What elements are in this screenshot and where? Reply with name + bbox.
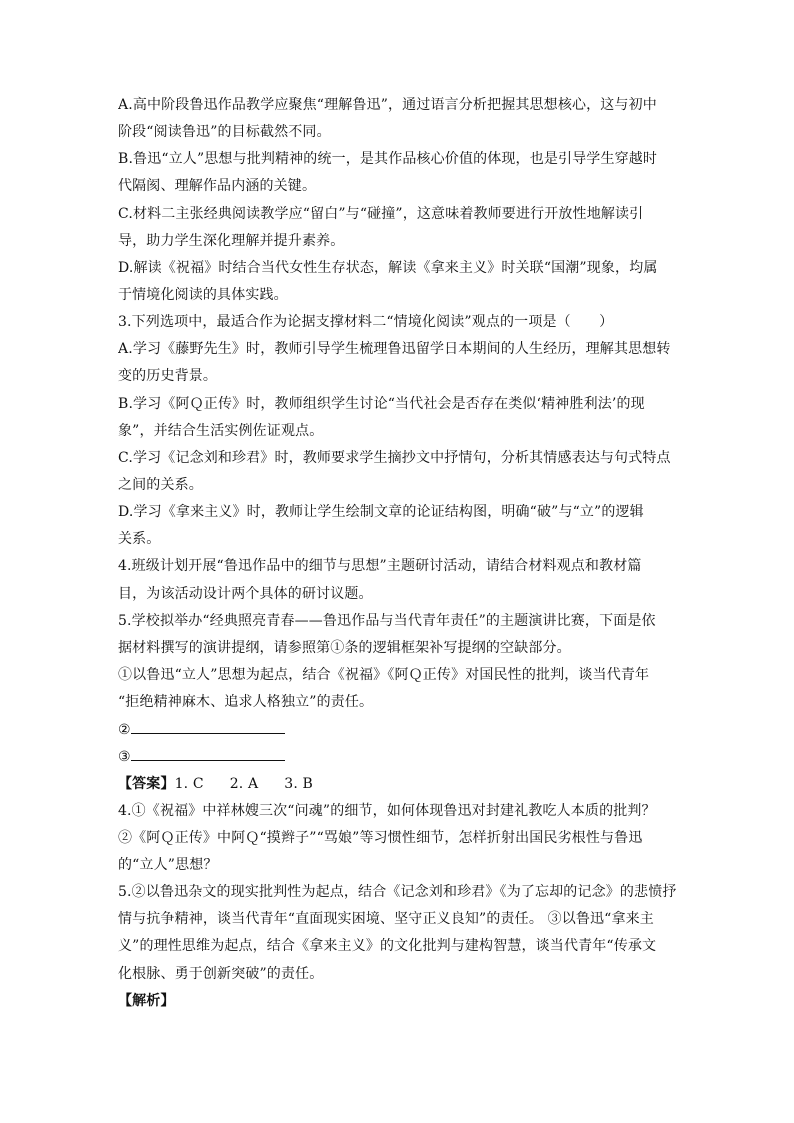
answer-line bbox=[118, 771, 678, 798]
answer-4-line-3: 的“立人”思想？ bbox=[118, 856, 218, 873]
fill-in-blank-3 bbox=[131, 743, 285, 761]
q3-option-a-line-1: A.学习《藤野先生》时，教师引导学生梳理鲁迅留学日本期间的人生经历，理解其思想转 bbox=[118, 341, 671, 358]
q3-option-c-line-2: 之间的关系。 bbox=[118, 476, 203, 493]
option-b-line-1: B.鲁迅“立人”思想与批判精神的统一，是其作品核心价值的体现，也是引导学生穿越时 bbox=[118, 151, 658, 168]
question-5-line-1: 5.学校拟举办“经典照亮青春——鲁迅作品与当代青年责任”的主题演讲比赛，下面是依 bbox=[118, 612, 656, 629]
q3-option-d-line-1: D.学习《拿来主义》时，教师让学生绘制文章的论证结构图，明确“破”与“立”的逻辑 bbox=[118, 504, 644, 521]
q3-option-c-line-1: C.学习《记念刘和珍君》时，教师要求学生摘抄文中抒情句，分析其情感表达与句式特点 bbox=[118, 449, 671, 466]
option-d-line-1: D.解读《祝福》时结合当代女性生存状态，解读《拿来主义》时关联“国潮”现象，均属 bbox=[118, 259, 658, 276]
option-a-line-1: A.高中阶段鲁迅作品教学应聚焦“理解鲁迅”，通过语言分析把握其思想核心，这与初中 bbox=[118, 97, 657, 113]
answer-5-line-2: 情与抗争精神，谈当代青年“直面现实困境、坚守正义良知”的责任。 ③以鲁迅“拿来主 bbox=[118, 911, 654, 928]
outline-item-2-blank bbox=[118, 716, 678, 743]
outline-item-1-line-2: “拒绝精神麻木、追求人格独立”的责任。 bbox=[118, 694, 374, 711]
option-a-line-2: 阶段“阅读鲁迅”的目标截然不同。 bbox=[118, 124, 331, 141]
answer-q3: 3. B bbox=[284, 775, 313, 792]
question-5-line-2: 据材料撰写的演讲提纲，请参照第①条的逻辑框架补写提纲的空缺部分。 bbox=[118, 639, 571, 656]
fill-in-blank-2 bbox=[131, 716, 285, 734]
outline-item-1-line-1: ①以鲁迅“立人”思想为起点，结合《祝福》《阿Ｑ正传》对国民性的批判，谈当代青年 bbox=[118, 666, 650, 683]
question-4-line-2: 目，为该活动设计两个具体的研讨议题。 bbox=[118, 585, 373, 602]
answer-5-line-3: 义”的理性思维为起点，结合《拿来主义》的文化批判与建构智慧，谈当代青年“传承文 bbox=[118, 938, 657, 955]
q3-option-b-line-2: 象”，并结合生活实例佐证观点。 bbox=[118, 422, 324, 439]
answer-5-line-4: 化根脉、勇于创新突破”的责任。 bbox=[118, 965, 324, 982]
option-c-line-1: C.材料二主张经典阅读教学应“留白”与“碰撞”，这意味着教师要进行开放性地解读引 bbox=[118, 205, 644, 222]
answer-q1: 1. C bbox=[174, 775, 204, 792]
q3-option-a-line-2: 变的历史背景。 bbox=[118, 368, 218, 385]
q3-option-b-line-1: B.学习《阿Ｑ正传》时，教师组织学生讨论“当代社会是否存在类似‘精神胜利法’的现 bbox=[118, 395, 645, 412]
option-b-line-2: 代隔阂、理解作品内涵的关键。 bbox=[118, 178, 317, 195]
outline-item-3-blank bbox=[118, 743, 678, 770]
answer-5-line-1: 5.②以鲁迅杂文的现实批判性为起点，结合《记念刘和珍君》《为了忘却的记念》的悲愤抒 bbox=[118, 884, 677, 901]
answer-4-line-1: 4.①《祝福》中祥林嫂三次“问魂”的细节，如何体现鲁迅对封建礼教吃人本质的批判？ bbox=[118, 802, 656, 819]
outline-marker-3: ③ bbox=[118, 749, 131, 766]
q3-option-d-line-2: 关系。 bbox=[118, 531, 161, 548]
answer-q2: 2. A bbox=[229, 775, 259, 792]
option-c-line-2: 导，助力学生深化理解并提升素养。 bbox=[118, 232, 345, 249]
answer-4-line-2: ②《阿Ｑ正传》中阿Ｑ“摸辫子”“骂娘”等习惯性细节，怎样折射出国民劣根性与鲁迅 bbox=[118, 829, 643, 846]
question-4-line-1: 4.班级计划开展“鲁迅作品中的细节与思想”主题研讨活动，请结合材料观点和教材篇 bbox=[118, 558, 642, 575]
document-page bbox=[118, 92, 678, 1015]
answer-label: 【答案】 bbox=[118, 775, 175, 792]
question-3-stem: 3.下列选项中，最适合作为论据支撑材料二“情境化阅读”观点的一项是（ ） bbox=[118, 314, 614, 331]
outline-marker-2: ② bbox=[118, 722, 131, 739]
option-d-line-2: 于情境化阅读的具体实践。 bbox=[118, 286, 288, 303]
analysis-label: 【解析】 bbox=[118, 992, 175, 1009]
